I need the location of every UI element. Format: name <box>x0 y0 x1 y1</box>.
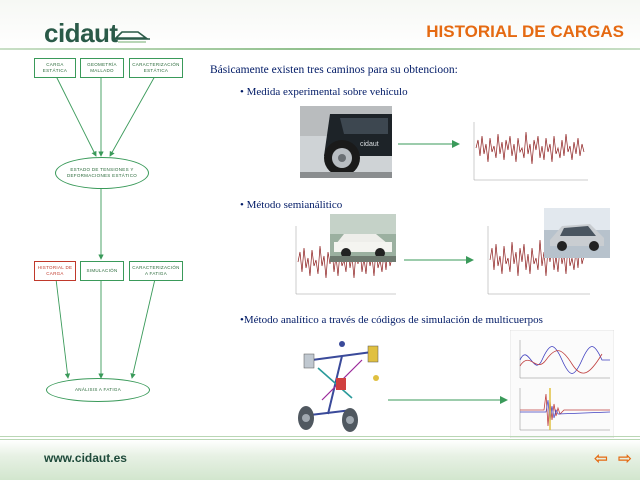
flow-oval-estado-tensiones: ESTADO DE TENSIONES Y DEFORMACIONES ESTÁTICO <box>55 157 149 189</box>
flow-box-simulacion: SIMULACIÓN <box>80 261 124 281</box>
bullet-semianalitico: • Método semianálitico <box>240 199 343 211</box>
flow-box-geometria: GEOMETRÍA MALLADO <box>80 58 124 78</box>
flow-box-caracterizacion-fatiga: CARACTERIZACIÓN A FATIGA <box>129 261 183 281</box>
arrow-left-icon: ⇦ <box>593 449 609 469</box>
arrow-right-icon <box>404 256 474 264</box>
flow-box-historial-carga: HISTORIAL DE CARGA <box>34 261 76 281</box>
simulation-plots <box>510 330 614 438</box>
intro-text: Básicamente existen tres caminos para su obtencioon: <box>210 64 458 76</box>
flow-box-caracterizacion-estatica: CARACTERIZACIÓN ESTÁTICA <box>129 58 183 78</box>
cidaut-logo: cidaut <box>44 18 118 48</box>
car-wheel-photo <box>300 106 392 178</box>
previous-slide-button[interactable] <box>590 450 612 468</box>
website-link[interactable]: www.cidaut.es <box>44 451 127 465</box>
flow-oval-analisis-fatiga: ANÁLISIS A FATIGA <box>46 378 150 402</box>
arrow-right-icon <box>388 396 508 404</box>
arrow-right-icon: ⇨ <box>617 449 633 469</box>
flow-box-carga-estatica: CARGA ESTÁTICA <box>34 58 76 78</box>
modern-car-photo <box>544 208 610 258</box>
svg-text:cidaut: cidaut <box>360 141 379 148</box>
arrow-right-icon <box>398 140 460 148</box>
signal-plot-experimental <box>466 118 590 190</box>
bullet-analitico: •Método analítico a través de códigos de simulación de multicuerpos <box>240 314 543 326</box>
multibody-model-image <box>282 338 394 438</box>
next-slide-button[interactable] <box>614 450 636 468</box>
classic-car-photo <box>330 214 396 262</box>
page-title: HISTORIAL DE CARGAS <box>426 22 624 41</box>
bullet-experimental: • Medida experimental sobre vehículo <box>240 86 408 98</box>
